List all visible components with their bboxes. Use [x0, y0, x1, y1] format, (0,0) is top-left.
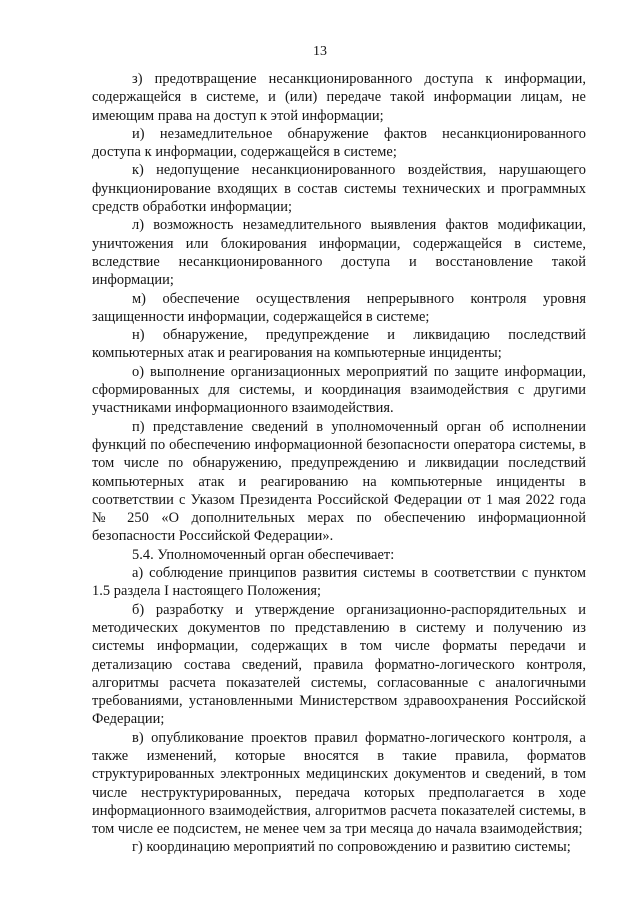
paragraph-l: л) возможность незамедлительного выявления фактов модификации, уничтожения или блокирования информации, содержащейся в системе, вследствие несанкционированного доступа и восстановление такой информации; — [92, 217, 586, 289]
paragraph-o: о) выполнение организационных мероприятий по защите информации, сформированных для системы, и координация взаимодействия с другими участниками информационного взаимодействия. — [92, 363, 586, 417]
paragraph-i: и) незамедлительное обнаружение фактов несанкционированного доступа к информации, содержащейся в системе; — [92, 125, 586, 161]
section-5-4-heading: 5.4. Уполномоченный орган обеспечивает: — [132, 546, 395, 563]
paragraph-p: п) представление сведений в уполномоченный орган об исполнении функций по обеспечению информационной безопасности оператора системы, в том числе по обнаружению, предупреждению и ликвидации последствий компьютерных атак и реагированию на компьютерные инциденты в соответствии с Указом Президента Российской Федерации от 1 мая 2022 года № 250 «О дополнительных мерах по обеспечению информационной безопасности Российской Федерации». — [92, 418, 586, 545]
paragraph-g: г) координацию мероприятий по сопровождению и развитию системы; — [132, 839, 571, 856]
paragraph-k: к) недопущение несанкционированного воздействия, нарушающего функционирование входящих в состав системы технических и программных средств обработки информации; — [92, 162, 586, 216]
page-number: 13 — [313, 44, 327, 59]
paragraph-n: н) обнаружение, предупреждение и ликвидацию последствий компьютерных атак и реагирования на компьютерные инциденты; — [92, 327, 586, 362]
paragraph-m: м) обеспечение осуществления непрерывного контроля уровня защищенности информации, содержащейся в системе; — [92, 290, 586, 325]
paragraph-z: з) предотвращение несанкционированного доступа к информации, содержащейся в системе, и (или) передаче такой информации лицам, не имеющим права на доступ к этой информации; — [92, 71, 586, 124]
paragraph-a: а) соблюдение принципов развития системы в соответствии с пунктом 1.5 раздела I настоящего Положения; — [92, 565, 586, 600]
document-body — [92, 70, 586, 857]
paragraph-v: в) опубликование проектов правил форматно-логического контроля, а также изменений, которые вносятся в такие правила, форматов структурированных электронных медицинских документов и сведений, в том числе неструктурированных, передача которых предполагается в ходе информационного взаимодействия, алгоритмов расчета показателей системы, в том числе ее подсистем, не менее чем за три месяца до начала взаимодействия; — [92, 729, 586, 838]
paragraph-b: б) разработку и утверждение организационно-распорядительных и методических документов по представлению в систему и получению из системы информации, содержащих в том числе форматы передачи и детализацию состава сведений, правила форматно-логического контроля, алгоритмы расчета показателей системы, согласованные с аналогичными требованиями, установленными Министерством здравоохранения Российской Федерации; — [92, 601, 586, 728]
